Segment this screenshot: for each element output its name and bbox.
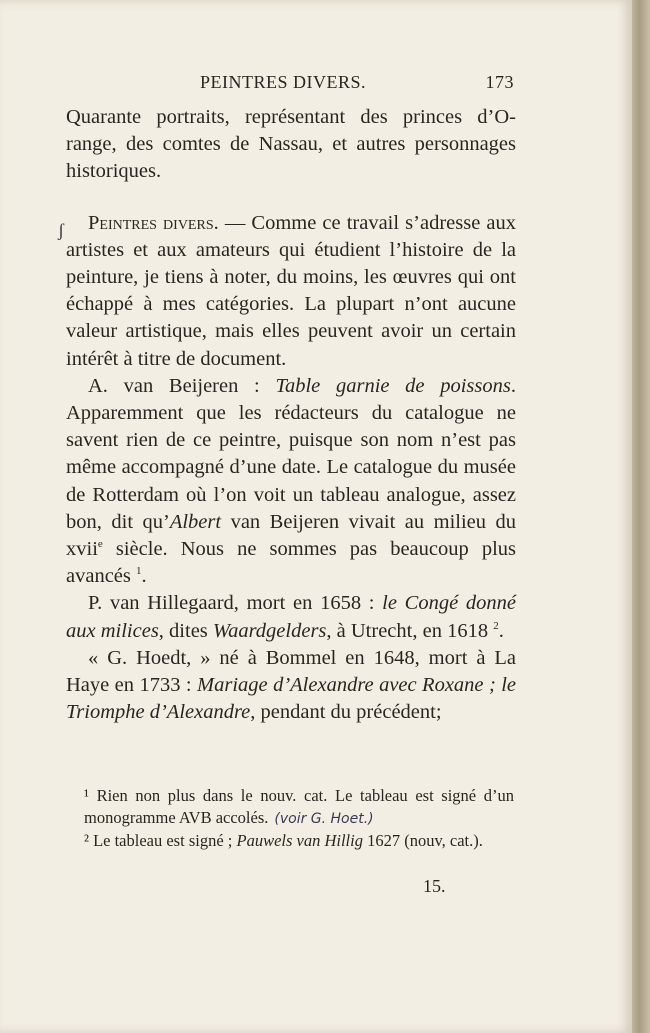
p4-text-c: , à Utrecht, en 1618 <box>326 619 494 642</box>
paragraph-2-text: — Comme ce travail s’adresse aux artistes et aux amateurs qui étudient l’histoire de la peinture, je tiens à noter, du moins, les œuvres qui ont échappé à mes catégories. La plupart n’ont aucune valeur artistique, mais elles peuvent avoir un certain intérêt à titre de document. <box>66 211 516 370</box>
paragraph-2 <box>66 210 516 373</box>
p3-text-b: . Apparemment que les rédacteurs du catalogue ne savent rien de ce peintre, puisque son nom n’est pas même accompagné d’une date. Le catalogue du musée de Rotterdam où l’on voit un tableau analogue, assez bon, dit qu’ <box>66 374 516 533</box>
footnotes <box>84 785 514 852</box>
section-heading: Peintres divers. <box>88 211 219 234</box>
paragraph-4 <box>66 590 516 644</box>
paragraph-3 <box>66 373 516 591</box>
header-title: PEINTRES DIVERS. <box>200 72 367 92</box>
footnote-2-text-a: ² Le tableau est signé ; <box>84 831 237 850</box>
p4-italic-name: Waardgelders <box>212 619 327 642</box>
signature-mark: 15. <box>423 876 446 896</box>
p3-text-c: van Beijeren vivait au milieu du xvii <box>66 510 517 561</box>
p3-text-a: A. van Beijeren : <box>88 374 276 397</box>
p4-text-b: , dites <box>158 619 213 642</box>
p3-italic-name: Albert <box>169 510 222 533</box>
body-text <box>66 104 516 726</box>
p5-text-a: « G. Hoedt, » né à Bommel en 1648, mort à La Haye en 1733 : <box>66 646 516 697</box>
p3-italic-title: Table garnie de poissons <box>275 374 511 397</box>
paragraph-1: Quarante portraits, représentant des princes d’O-range, des comtes de Nassau, et autres personnages historiques. <box>66 106 516 183</box>
page-number: 173 <box>485 72 514 92</box>
paragraph-5 <box>66 645 516 727</box>
p5-text-b: , pendant du précédent; <box>250 701 442 724</box>
page-edge <box>632 0 650 1033</box>
p4-italic-title: le Congé donné aux milices <box>66 592 516 642</box>
footnote-ref-1: 1 <box>136 565 142 578</box>
p4-text-a: P. van Hillegaard, mort en 1658 : <box>88 592 383 615</box>
handwritten-annotation: (voir G. Hoet.) <box>274 811 374 827</box>
p4-text-d: . <box>498 619 504 642</box>
footnote-1-text: ¹ Rien non plus dans le nouv. cat. Le tableau est signé d’un monogramme AVB accolés. <box>84 786 514 827</box>
running-header <box>66 72 514 102</box>
footnote-1 <box>84 785 514 830</box>
p5-italic-title: Mariage d’Alexandre avec Roxane ; le Triomphe d’Alexandre <box>66 674 517 724</box>
p3-text-e: . <box>141 565 147 588</box>
footnote-ref-2: 2 <box>493 619 499 632</box>
margin-mark: ʃ <box>58 220 64 240</box>
p3-text-d: siècle. Nous ne sommes pas beaucoup plus avancés <box>66 538 516 588</box>
p3-sup-e: e <box>97 538 103 551</box>
footnote-2-text-b: 1627 (nouv, cat.). <box>362 831 483 850</box>
footnote-2-italic: Pauwels van Hillig <box>236 831 363 850</box>
footnote-2 <box>84 830 514 852</box>
